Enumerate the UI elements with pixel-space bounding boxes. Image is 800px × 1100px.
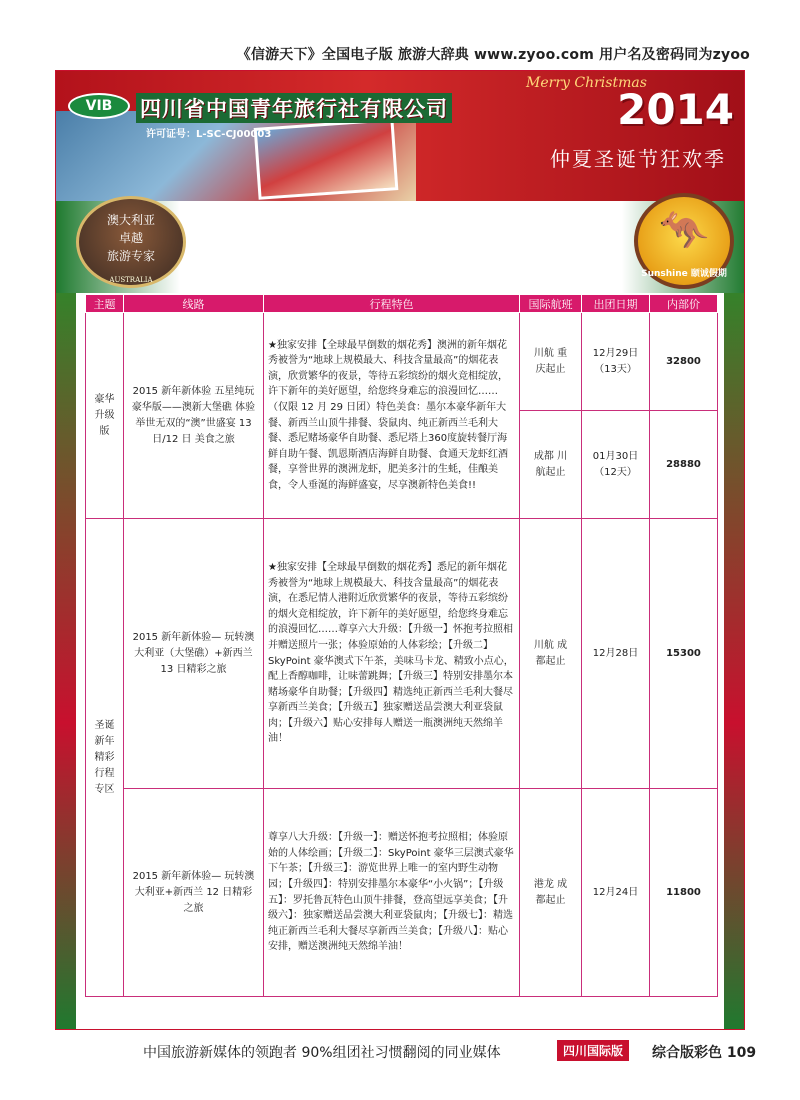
badge-line-3: 旅游专家	[106, 249, 155, 263]
flight-cell: 成都 川航起止	[520, 411, 582, 519]
badge-line-2: 卓越	[118, 231, 143, 245]
australia-expert-badge	[76, 196, 186, 288]
kangaroo-icon: 🦘	[659, 208, 709, 254]
price-cell: 28880	[650, 411, 718, 519]
company-logo: VIB	[68, 93, 130, 119]
date-cell: 12月28日	[582, 519, 650, 789]
banner	[56, 71, 745, 201]
date-cell: 01月30日（12天）	[582, 411, 650, 519]
col-header-feature: 行程特色	[264, 295, 520, 313]
top-header	[0, 0, 800, 70]
footer-edition-badge: 四川国际版	[557, 1040, 629, 1061]
feature-cell: ★独家安排【全球最早倒数的烟花秀】澳洲的新年烟花秀被誉为“地球上规模最大、科技含量最高”的烟花表演，欣赏繁华的夜景，等待五彩缤纷的烟火竞相绽放，许下新年的美好愿望，给您终身难忘的浪漫回忆……（仅限 12 月 29 日团）特色美食：墨尔本豪华新年大餐、新西兰山顶牛排餐、袋鼠肉、纯正新西兰毛利大餐、悉尼赌场豪华自助餐、悉尼塔上360度旋转餐厅海鲜自助午餐、凯恩斯酒店海鲜自助餐、食通天龙虾红酒餐，享誉世界的澳洲龙虾，肥美多汁的生蚝，佳酿美食，令人垂涎的海鲜盛宴，尽享澳新特色美食!!	[264, 313, 520, 519]
feature-cell: ★独家安排【全球最早倒数的烟花秀】悉尼的新年烟花秀被誉为“地球上规模最大、科技含量最高”的烟花表演，在悉尼情人港附近欣赏繁华的夜景，等待五彩缤纷的烟火竞相绽放，许下新年的美好愿望，给您终身难忘的浪漫回忆……尊享六大升级：【升级一】怀抱考拉照相并赠送照片一张；体验原始的人体彩绘；【升级二】SkyPoint 豪华澳式下午茶，美味马卡龙、精致小点心，配上香醇咖啡，让味蕾跳舞；【升级三】特别安排墨尔本赌场豪华自助餐；【升级四】精选纯正新西兰毛利大餐尽享新西兰美食；【升级五】独家赠送品尝澳大利亚袋鼠肉；【升级六】贴心安排每人赠送一瓶澳洲纯天然绵羊油！	[264, 519, 520, 789]
beach-photo	[254, 118, 399, 200]
col-header-theme: 主题	[86, 295, 124, 313]
year-title: 2014	[617, 85, 734, 134]
flight-cell: 川航 成都起止	[520, 519, 582, 789]
col-header-price: 内部价	[650, 295, 718, 313]
theme-cell: 豪华升级版	[86, 313, 124, 519]
badge-caption: AUSTRALIA	[109, 276, 153, 284]
footer-page-info: 综合版彩色 109	[652, 1045, 757, 1061]
table-row	[86, 789, 718, 997]
company-name: 四川省中国青年旅行社有限公司	[136, 93, 452, 123]
route-cell: 2015 新年新体验 五星纯玩豪华版——澳新大堡礁 体验举世无双的“澳”世盛宴 13 日/12 日 美食之旅	[124, 313, 264, 519]
table-row	[86, 519, 718, 789]
header-line: 《信游天下》全国电子版 旅游大辞典 www.zyoo.com 用户名及密码同为zyoo	[236, 47, 750, 63]
footer-slogan: 中国旅游新媒体的领跑者 90%组团社习惯翻阅的同业媒体	[143, 1045, 501, 1061]
table-row	[86, 313, 718, 411]
date-cell: 12月29日（13天）	[582, 313, 650, 411]
price-cell: 11800	[650, 789, 718, 997]
badge-line-1: 澳大利亚	[106, 213, 155, 227]
price-cell: 15300	[650, 519, 718, 789]
col-header-date: 出团日期	[582, 295, 650, 313]
table-header-row	[86, 295, 718, 313]
sunshine-caption: Sunshine 颐诚假期	[641, 269, 727, 279]
flight-cell: 川航 重庆起止	[520, 313, 582, 411]
route-cell: 2015 新年新体验— 玩转澳大利亚（大堡礁）+新西兰 13 日精彩之旅	[124, 519, 264, 789]
col-header-route: 线路	[124, 295, 264, 313]
theme-cell: 圣诞新年精彩行程专区	[86, 519, 124, 997]
slogan: 仲夏圣诞节狂欢季	[550, 147, 726, 171]
col-header-flight: 国际航班	[520, 295, 582, 313]
date-cell: 12月24日	[582, 789, 650, 997]
license-number: 许可证号：L-SC-CJ00003	[146, 129, 272, 140]
ad-frame	[55, 70, 745, 1030]
flight-cell: 港龙 成都起止	[520, 789, 582, 997]
feature-cell: 尊享八大升级：【升级一】：赠送怀抱考拉照相；体验原始的人体绘画；【升级二】：SkyPoint 豪华三层澳式豪华下午茶；【升级三】：游览世界上唯一的室内野生动物园；【升级四】：特别安排墨尔本豪华“小火锅”；【升级五】：罗托鲁瓦特色山顶牛排餐，登高望远享美食；【升级六】：独家赠送品尝澳大利亚袋鼠肉；【升级七】：精选纯正新西兰毛利大餐尽享新西兰美食；【升级八】：贴心安排，赠送澳洲纯天然绵羊油！	[264, 789, 520, 997]
footer	[0, 1030, 800, 1100]
route-cell: 2015 新年新体验— 玩转澳大利亚+新西兰 12 日精彩之旅	[124, 789, 264, 997]
decor-left	[56, 261, 76, 1030]
itinerary-table	[85, 294, 718, 997]
sunshine-badge	[634, 193, 734, 289]
price-cell: 32800	[650, 313, 718, 411]
merry-christmas-text: Merry Christmas	[526, 75, 647, 91]
decor-right	[724, 261, 744, 1030]
